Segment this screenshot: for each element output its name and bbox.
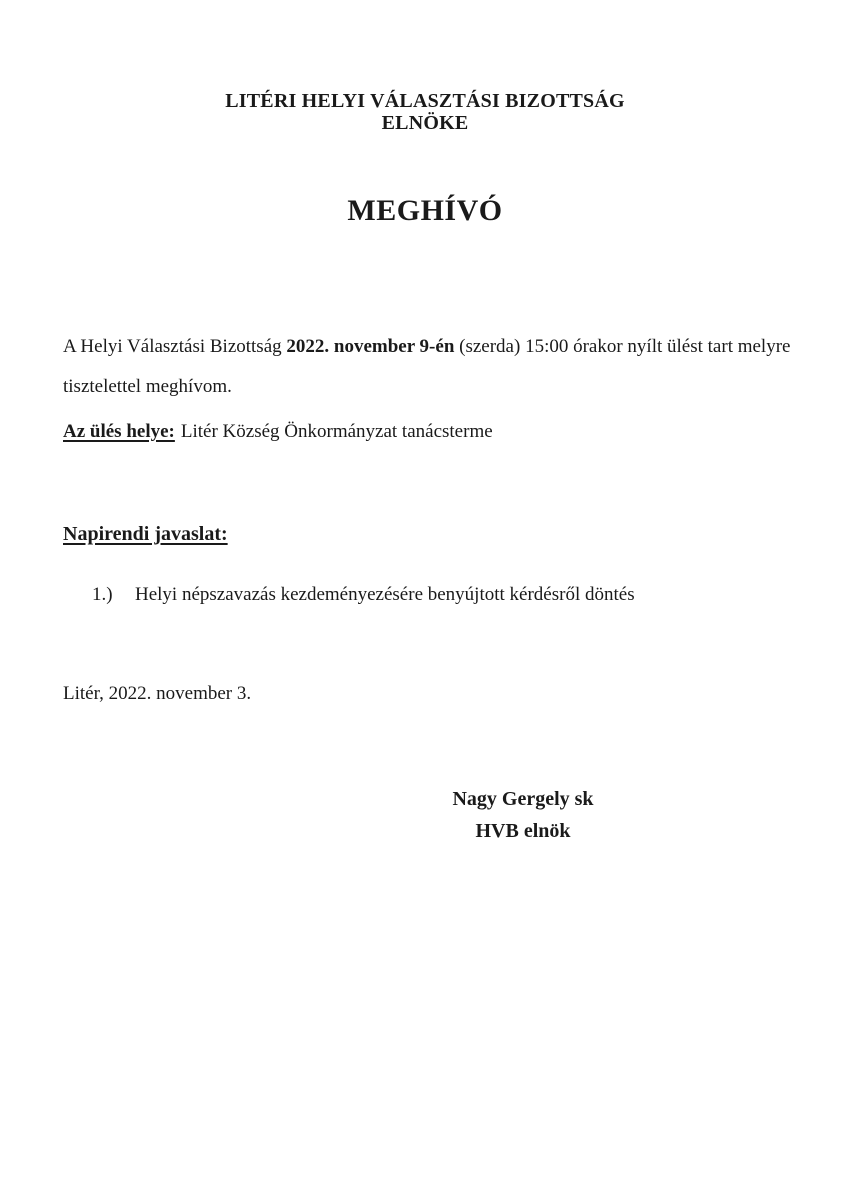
signature-role: HVB elnök	[475, 820, 571, 842]
intro-line1-post: (szerda) 15:00 órakor nyílt ülést tart melyre	[454, 336, 791, 357]
meeting-location-value: Litér Község Önkormányzat tanácsterme	[180, 421, 493, 442]
letterhead	[0, 90, 850, 134]
signature-name: Nagy Gergely sk	[452, 788, 594, 810]
meeting-date-bold: 2022. november 9-én	[286, 336, 455, 357]
agenda-heading-line	[63, 523, 228, 546]
date-line: Litér, 2022. november 3.	[63, 683, 252, 704]
agenda-item-number: 1.)	[92, 584, 113, 605]
intro-line1	[63, 327, 791, 367]
agenda-item	[63, 584, 787, 606]
intro-line1-pre: A Helyi Választási Bizottság	[63, 336, 287, 357]
agenda-item-text: Helyi népszavazás kezdeményezésére benyújtott kérdésről döntés	[135, 584, 635, 605]
meeting-location-line	[63, 421, 787, 443]
intro-paragraph	[63, 327, 791, 407]
document-title: MEGHÍVÓ	[347, 194, 503, 227]
intro-line2: tisztelettel meghívom.	[63, 376, 232, 397]
meeting-location-label: Az ülés helye:	[63, 421, 175, 442]
letterhead-line2: ELNÖKE	[381, 112, 469, 134]
letterhead-line1: LITÉRI HELYI VÁLASZTÁSI BIZOTTSÁG	[225, 90, 625, 112]
agenda-heading: Napirendi javaslat:	[63, 523, 228, 545]
signature-block	[373, 783, 673, 847]
